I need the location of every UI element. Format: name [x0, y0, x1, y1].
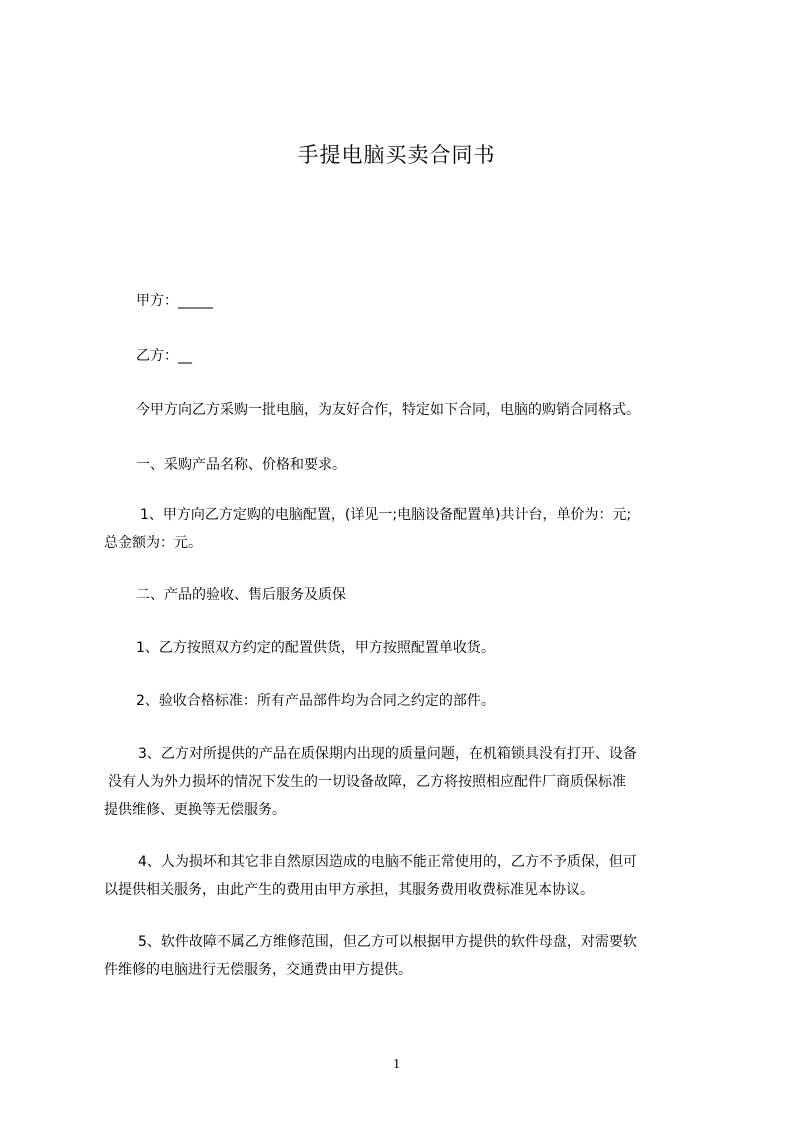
section-2-item-3-line-1: 3、乙方对所提供的产品在质保期内出现的质量问题，在机箱锁具没有打开、设备: [138, 746, 637, 762]
section-2-item-1: 1、乙方按照双方约定的配置供货，甲方按照配置单收货。: [136, 640, 495, 656]
section-1-item-1-line-2: 总金额为：元。: [104, 535, 202, 551]
section-2-item-3-line-2: 没有人为外力损坏的情况下发生的一切设备故障，乙方将按照相应配件厂商质保标准: [108, 774, 626, 790]
section-2-item-3-line-3: 提供维修、更换等无偿服务。: [104, 802, 286, 818]
party-a-line: 甲方：_____: [136, 293, 213, 309]
section-1-item-1-line-1: 1、甲方向乙方定购的电脑配置，(详见一;电脑设备配置单)共计台，单价为：元;: [140, 507, 632, 523]
section-2-heading: 二、产品的验收、售后服务及质保: [136, 587, 346, 603]
section-2-item-5-line-1: 5、软件故障不属乙方维修范围，但乙方可以根据甲方提供的软件母盘，对需要软: [138, 934, 637, 950]
party-b-line: 乙方：__: [136, 348, 192, 364]
section-2-item-2: 2、验收合格标准：所有产品部件均为合同之约定的部件。: [136, 693, 495, 709]
intro-paragraph: 今甲方向乙方采购一批电脑，为友好合作，特定如下合同，电脑的购销合同格式。: [136, 402, 640, 418]
section-2-item-4-line-2: 以提供相关服务，由此产生的费用由甲方承担，其服务费用收费标准见本协议。: [104, 882, 594, 898]
document-title: 手提电脑买卖合同书: [297, 143, 496, 167]
section-2-item-5-line-2: 件维修的电脑进行无偿服务，交通费由甲方提供。: [104, 962, 412, 978]
section-1-heading: 一、采购产品名称、价格和要求。: [136, 457, 346, 473]
page-number: 1: [393, 1057, 400, 1072]
section-2-item-4-line-1: 4、人为损坏和其它非自然原因造成的电脑不能正常使用的，乙方不予质保，但可: [138, 854, 637, 870]
